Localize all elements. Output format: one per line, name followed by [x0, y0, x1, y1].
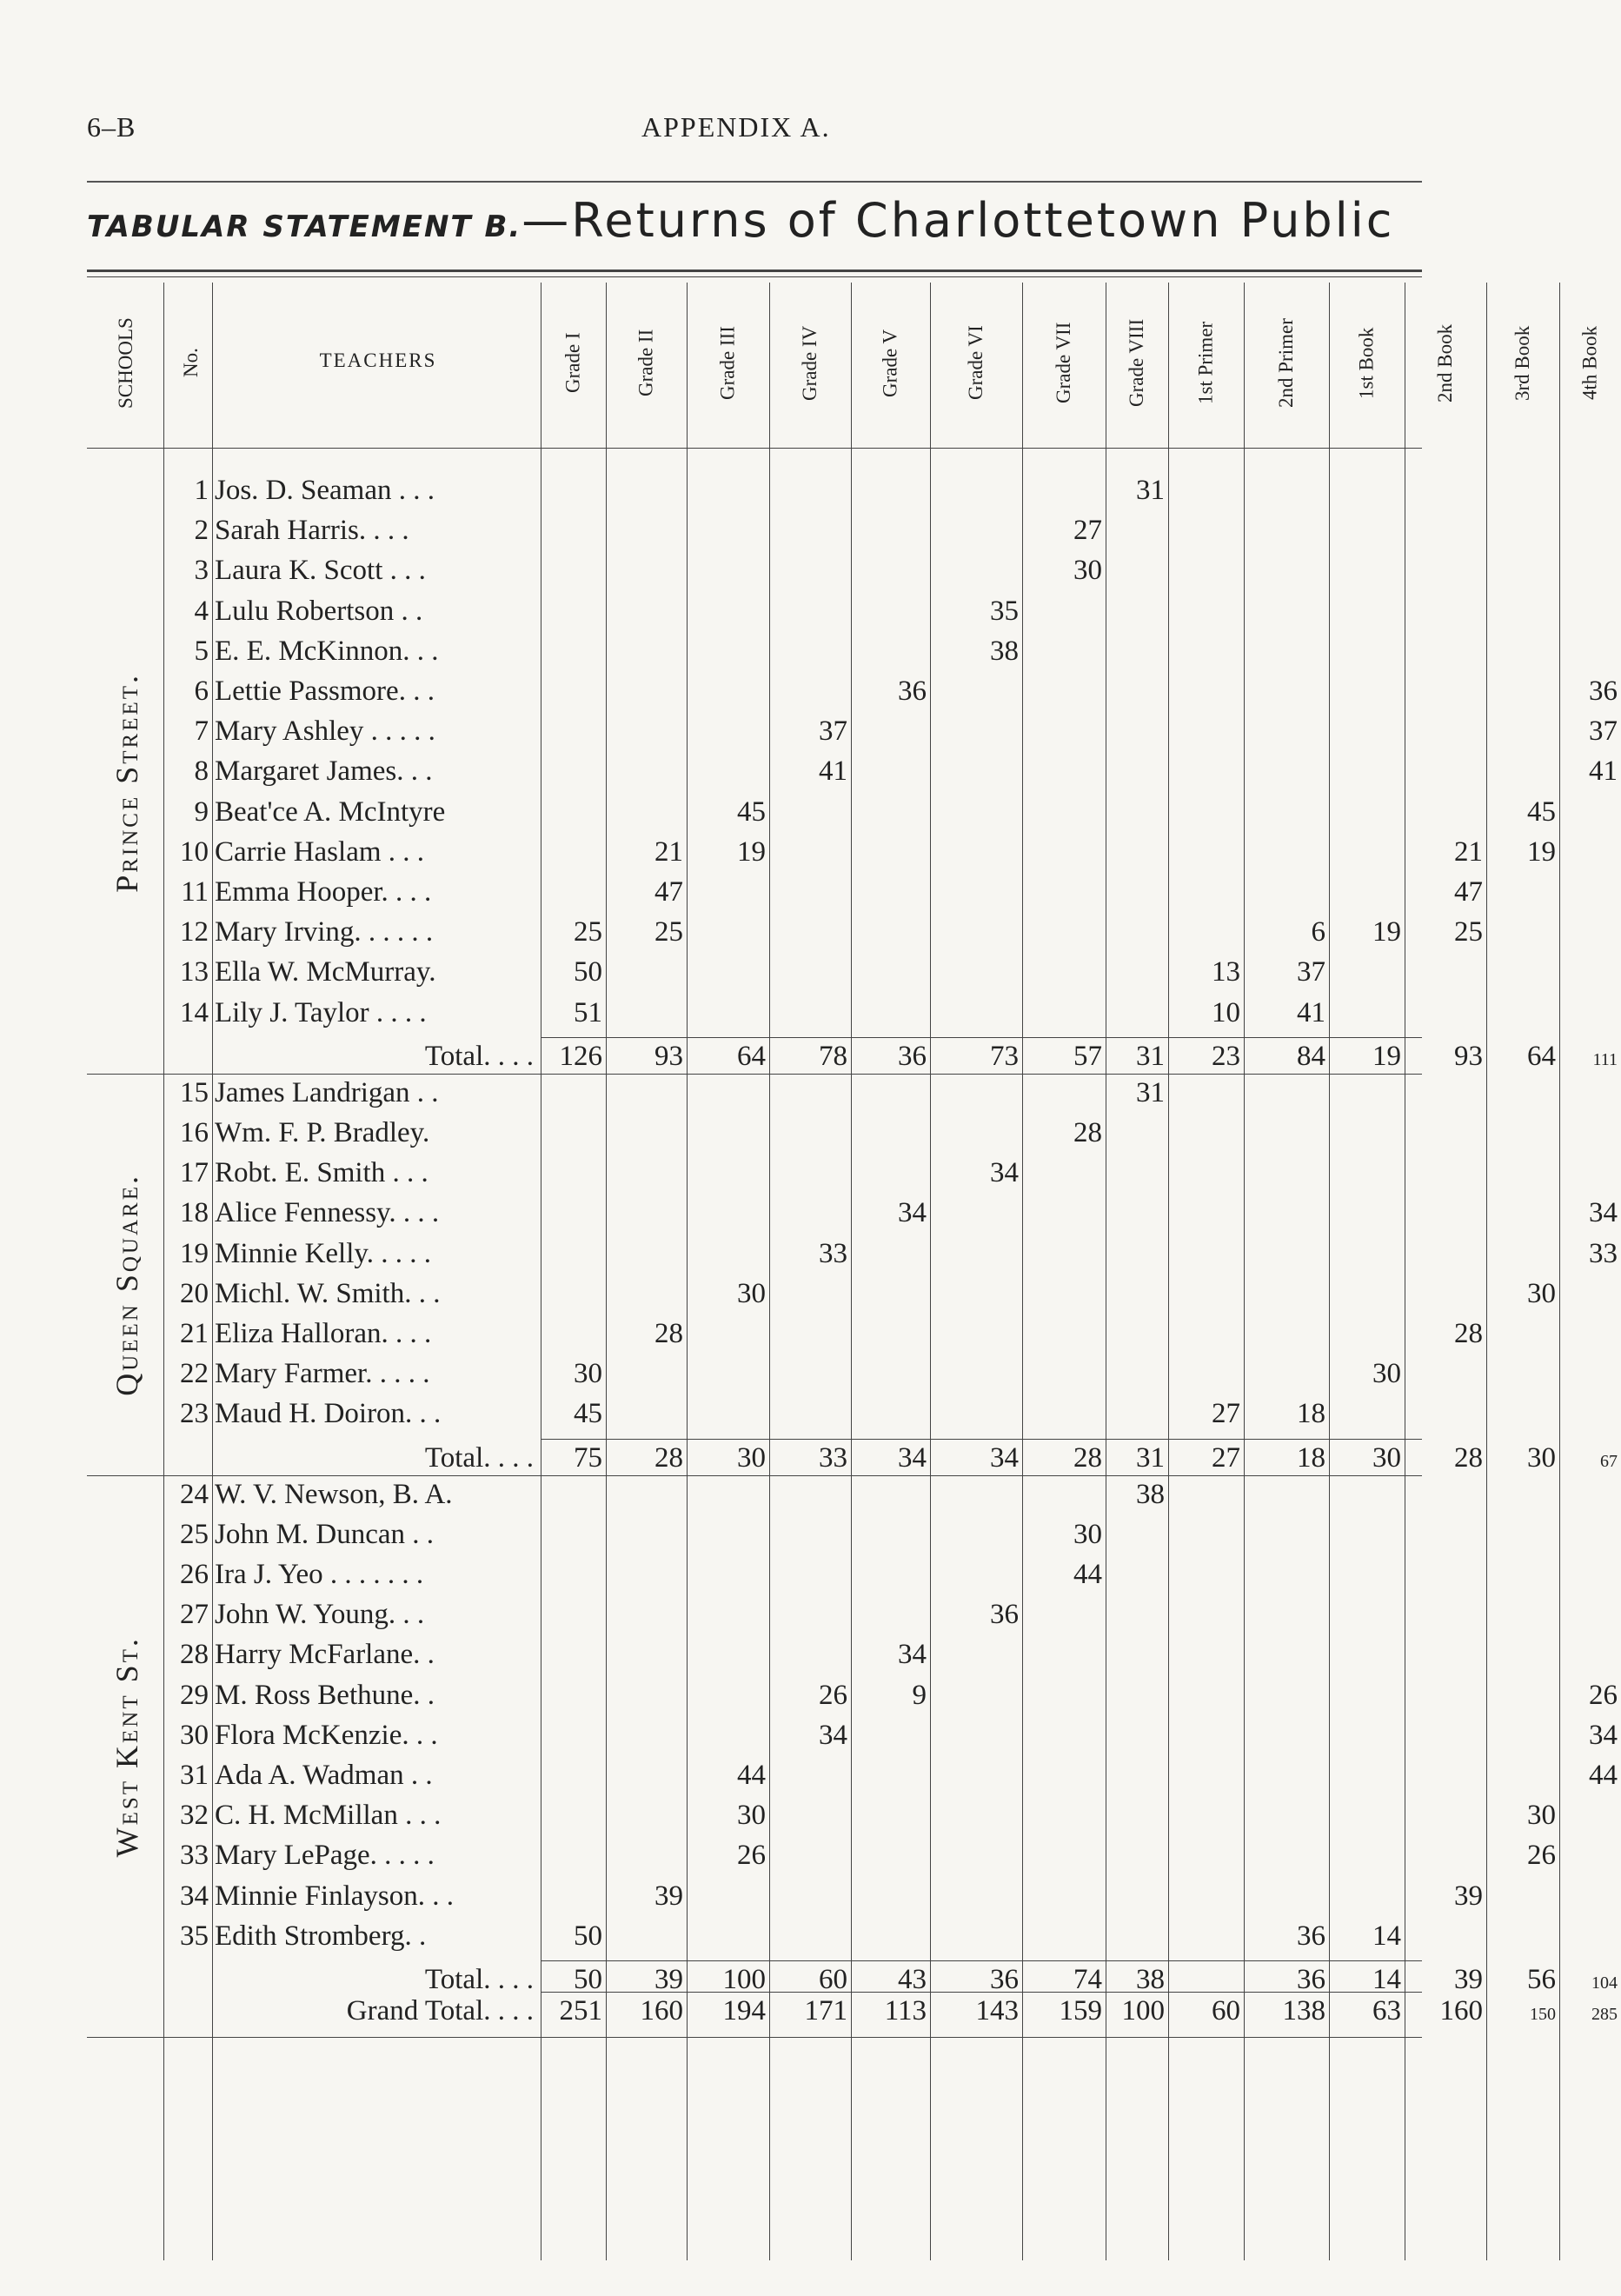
cell-value: 34 — [1589, 1197, 1618, 1229]
cell-value: 34 — [898, 1197, 927, 1229]
row-number: 16 — [180, 1117, 209, 1148]
column-rule — [1329, 283, 1330, 2260]
total-value: 36 — [1297, 1964, 1325, 1995]
grand-total-value: 160 — [640, 1995, 683, 2026]
grand-total-value: 171 — [804, 1995, 847, 2026]
appendix-heading: APPENDIX A. — [641, 111, 831, 143]
grand-total-value: 251 — [559, 1995, 602, 2026]
total-value: 43 — [898, 1964, 927, 1995]
section-rule — [87, 1074, 1422, 1075]
column-header-8: Grade VIII — [1126, 318, 1147, 408]
cell-value: 6 — [1311, 916, 1325, 948]
cell-value: 47 — [654, 876, 683, 908]
grand-total-rule — [541, 1992, 1422, 1993]
total-rule — [541, 1960, 1422, 1961]
row-number: 19 — [180, 1237, 209, 1269]
title-italic: TABULAR STATEMENT B. — [87, 210, 522, 244]
column-header-5: Grade V — [879, 329, 901, 397]
teacher-name: Margaret James. . . — [215, 755, 433, 788]
header-top-rule — [87, 270, 1422, 272]
teacher-name: Harry McFarlane. . — [215, 1639, 435, 1671]
grand-total-value: 159 — [1059, 1995, 1102, 2026]
cell-value: 50 — [574, 1920, 602, 1952]
title-dash: — — [522, 193, 572, 248]
total-value: 73 — [990, 1040, 1019, 1072]
total-value: 64 — [737, 1040, 766, 1072]
cell-value: 34 — [819, 1719, 847, 1751]
row-number: 15 — [180, 1076, 209, 1108]
cell-value: 26 — [1527, 1840, 1556, 1872]
column-header-teachers: TEACHERS — [319, 349, 437, 371]
total-value: 100 — [722, 1964, 766, 1995]
teacher-name: Jos. D. Seaman . . . — [215, 475, 435, 506]
header-top-rule-2 — [87, 276, 1422, 277]
section-rule — [87, 1475, 1422, 1476]
teacher-name: Mary LePage. . . . . — [215, 1840, 435, 1872]
teacher-name: C. H. McMillan . . . — [215, 1800, 442, 1832]
cell-value: 34 — [898, 1639, 927, 1671]
column-rule — [1022, 283, 1023, 2260]
cell-value: 51 — [574, 996, 602, 1028]
cell-value: 31 — [1136, 475, 1165, 506]
cell-value: 30 — [1073, 555, 1102, 587]
cell-value: 26 — [737, 1840, 766, 1872]
total-value: 39 — [1454, 1964, 1483, 1995]
cell-value: 39 — [654, 1880, 683, 1912]
cell-value: 47 — [1454, 876, 1483, 908]
row-number: 21 — [180, 1318, 209, 1349]
column-header-13: 3rd Book — [1511, 325, 1533, 401]
row-number: 22 — [180, 1358, 209, 1390]
cell-value: 13 — [1212, 956, 1240, 988]
total-value: 56 — [1527, 1964, 1556, 1995]
total-value: 104 — [1591, 1973, 1618, 1993]
total-label: Total. . . . — [424, 1964, 534, 1995]
teacher-name: Eliza Halloran. . . . — [215, 1318, 432, 1349]
cell-value: 34 — [990, 1157, 1019, 1189]
total-value: 57 — [1073, 1040, 1102, 1072]
column-header-1: Grade I — [561, 332, 584, 394]
cell-value: 36 — [990, 1599, 1019, 1631]
row-number: 18 — [180, 1197, 209, 1229]
cell-value: 44 — [737, 1760, 766, 1791]
teacher-name: E. E. McKinnon. . . — [215, 635, 439, 667]
header-bottom-rule — [87, 448, 1422, 449]
total-value: 33 — [819, 1441, 847, 1474]
cell-value: 25 — [574, 916, 602, 948]
teacher-name: Lulu Robertson . . — [215, 595, 423, 627]
cell-value: 44 — [1073, 1559, 1102, 1590]
teacher-name: Alice Fennessy. . . . — [215, 1197, 440, 1229]
column-rule — [163, 283, 164, 2260]
row-number: 3 — [194, 555, 209, 587]
cell-value: 50 — [574, 956, 602, 988]
teacher-name: Mary Irving. . . . . . — [215, 916, 434, 948]
teacher-name: Wm. F. P. Bradley. — [215, 1117, 430, 1148]
total-rule — [541, 1037, 1422, 1038]
cell-value: 37 — [819, 715, 847, 748]
total-value: 36 — [898, 1040, 927, 1072]
cell-value: 36 — [1297, 1920, 1325, 1952]
grand-total-value: 285 — [1591, 2005, 1618, 2024]
title-main: Returns of Charlottetown Public — [571, 193, 1395, 248]
grand-total-value: 143 — [975, 1995, 1019, 2026]
cell-value: 37 — [1297, 956, 1325, 988]
cell-value: 30 — [1527, 1277, 1556, 1309]
cell-value: 27 — [1073, 515, 1102, 547]
row-number: 26 — [180, 1559, 209, 1590]
grand-total-label: Grand Total. . . . — [346, 1995, 534, 2026]
total-value: 28 — [654, 1441, 683, 1474]
row-number: 10 — [180, 835, 209, 868]
cell-value: 19 — [737, 835, 766, 868]
row-number: 5 — [194, 635, 209, 667]
cell-value: 45 — [1527, 795, 1556, 828]
grand-total-value: 194 — [722, 1995, 766, 2026]
cell-value: 36 — [898, 675, 927, 707]
teacher-name: Lily J. Taylor . . . . — [215, 996, 427, 1028]
column-header-3: Grade III — [716, 326, 739, 400]
total-label: Total. . . . — [424, 1040, 534, 1072]
row-number: 34 — [180, 1880, 209, 1912]
total-value: 31 — [1136, 1441, 1165, 1474]
column-header-6: Grade VI — [965, 325, 987, 401]
cell-value: 45 — [574, 1398, 602, 1430]
row-number: 23 — [180, 1398, 209, 1430]
cell-value: 45 — [737, 795, 766, 828]
cell-value: 38 — [990, 635, 1019, 667]
row-number: 2 — [194, 515, 209, 547]
cell-value: 28 — [1454, 1318, 1483, 1349]
cell-value: 41 — [819, 755, 847, 788]
total-value: 31 — [1136, 1040, 1165, 1072]
column-header-11: 1st Book — [1355, 327, 1378, 399]
total-value: 78 — [819, 1040, 847, 1072]
total-label: Total. . . . — [424, 1441, 534, 1474]
cell-value: 25 — [1454, 916, 1483, 948]
page-number: 6–B — [87, 111, 136, 143]
cell-value: 41 — [1589, 755, 1618, 788]
teacher-name: Robt. E. Smith . . . — [215, 1157, 429, 1189]
cell-value: 34 — [1589, 1719, 1618, 1751]
total-value: 34 — [990, 1441, 1019, 1474]
total-value: 93 — [654, 1040, 683, 1072]
grand-total-value: 113 — [884, 1995, 927, 2026]
total-value: 39 — [654, 1964, 683, 1995]
row-number: 13 — [180, 956, 209, 988]
row-number: 4 — [194, 595, 209, 627]
grand-total-value: 138 — [1282, 1995, 1325, 2026]
row-number: 30 — [180, 1719, 209, 1751]
teacher-name: Mary Ashley . . . . . — [215, 715, 435, 748]
row-number: 35 — [180, 1920, 209, 1952]
total-value: 74 — [1073, 1964, 1102, 1995]
row-number: 11 — [181, 876, 209, 908]
total-value: 38 — [1136, 1964, 1165, 1995]
teacher-name: Ella W. McMurray. — [215, 956, 436, 988]
cell-value: 44 — [1589, 1760, 1618, 1791]
cell-value: 30 — [1372, 1358, 1401, 1390]
total-rule — [541, 1439, 1422, 1440]
grand-total-value: 160 — [1439, 1995, 1483, 2026]
cell-value: 33 — [1589, 1237, 1618, 1269]
grand-total-value: 150 — [1530, 2005, 1556, 2024]
cell-value: 33 — [819, 1237, 847, 1269]
column-rule — [1168, 283, 1169, 2260]
cell-value: 25 — [654, 916, 683, 948]
row-number: 24 — [180, 1478, 209, 1510]
row-number: 32 — [180, 1800, 209, 1832]
teacher-name: Laura K. Scott . . . — [215, 555, 426, 587]
teacher-name: Ada A. Wadman . . — [215, 1760, 433, 1791]
total-value: 50 — [574, 1964, 602, 1995]
grand-total-value: 100 — [1121, 1995, 1165, 2026]
school-name: Queen Square. — [110, 1173, 144, 1396]
cell-value: 19 — [1372, 916, 1401, 948]
total-value: 28 — [1454, 1441, 1483, 1474]
column-rule — [851, 283, 852, 2260]
cell-value: 30 — [737, 1277, 766, 1309]
teacher-name: Carrie Haslam . . . — [215, 835, 425, 868]
column-header-10: 2nd Primer — [1275, 318, 1297, 408]
cell-value: 21 — [1454, 835, 1483, 868]
cell-value: 26 — [819, 1679, 847, 1711]
row-number: 14 — [180, 996, 209, 1028]
cell-value: 30 — [574, 1358, 602, 1390]
row-number: 6 — [194, 675, 209, 707]
total-value: 64 — [1527, 1040, 1556, 1072]
cell-value: 18 — [1297, 1398, 1325, 1430]
row-number: 31 — [180, 1760, 209, 1791]
column-header-no: No. — [180, 348, 202, 378]
row-number: 7 — [194, 715, 209, 748]
teacher-name: Lettie Passmore. . . — [215, 675, 435, 707]
cell-value: 30 — [737, 1800, 766, 1832]
total-value: 18 — [1297, 1441, 1325, 1474]
row-number: 27 — [180, 1599, 209, 1631]
total-value: 84 — [1297, 1040, 1325, 1072]
cell-value: 41 — [1297, 996, 1325, 1028]
cell-value: 9 — [912, 1679, 927, 1711]
teacher-name: M. Ross Bethune. . — [215, 1679, 435, 1711]
total-value: 34 — [898, 1441, 927, 1474]
total-value: 28 — [1073, 1441, 1102, 1474]
teacher-name: Mary Farmer. . . . . — [215, 1358, 430, 1390]
column-rule — [1244, 283, 1245, 2260]
total-value: 75 — [574, 1441, 602, 1474]
cell-value: 14 — [1372, 1920, 1401, 1952]
cell-value: 37 — [1589, 715, 1618, 748]
teacher-name: Emma Hooper. . . . — [215, 876, 432, 908]
total-value: 19 — [1372, 1040, 1401, 1072]
school-name: Prince Street. — [110, 673, 144, 893]
teacher-name: W. V. Newson, B. A. — [215, 1478, 453, 1510]
row-number: 20 — [180, 1277, 209, 1309]
cell-value: 10 — [1212, 996, 1240, 1028]
teacher-name: Sarah Harris. . . . — [215, 515, 409, 547]
top-rule — [87, 181, 1422, 183]
total-value: 93 — [1454, 1040, 1483, 1072]
teacher-name: Minnie Finlayson. . . — [215, 1880, 455, 1912]
teacher-name: Beat'ce A. McIntyre — [215, 795, 446, 828]
row-number: 28 — [180, 1639, 209, 1671]
column-header-9: 1st Primer — [1194, 321, 1217, 405]
cell-value: 38 — [1136, 1478, 1165, 1510]
total-value: 67 — [1600, 1451, 1618, 1471]
table-bottom-rule — [87, 2037, 1422, 2038]
row-number: 8 — [194, 755, 209, 788]
column-rule — [769, 283, 770, 2260]
teacher-name: James Landrigan . . — [215, 1076, 439, 1108]
column-rule — [212, 283, 213, 2260]
row-number: 9 — [194, 795, 209, 828]
teacher-name: Minnie Kelly. . . . . — [215, 1237, 431, 1269]
cell-value: 28 — [654, 1318, 683, 1349]
cell-value: 26 — [1589, 1679, 1618, 1711]
cell-value: 35 — [990, 595, 1019, 627]
cell-value: 39 — [1454, 1880, 1483, 1912]
row-number: 12 — [180, 916, 209, 948]
total-value: 36 — [990, 1964, 1019, 1995]
cell-value: 19 — [1527, 835, 1556, 868]
column-header-14: 4th Book — [1578, 326, 1601, 400]
total-value: 23 — [1212, 1040, 1240, 1072]
column-rule — [1559, 283, 1560, 2260]
school-name: West Kent St. — [110, 1635, 144, 1857]
row-number: 17 — [180, 1157, 209, 1189]
total-value: 27 — [1212, 1441, 1240, 1474]
column-header-12: 2nd Book — [1434, 323, 1456, 403]
cell-value: 36 — [1589, 675, 1618, 707]
teacher-name: Edith Stromberg. . — [215, 1920, 427, 1952]
cell-value: 21 — [654, 835, 683, 868]
column-header-4: Grade IV — [799, 325, 820, 401]
total-value: 60 — [819, 1964, 847, 1995]
cell-value: 30 — [1527, 1800, 1556, 1832]
column-header-schools: SCHOOLS — [115, 317, 136, 409]
column-rule — [687, 283, 688, 2260]
total-value: 126 — [559, 1040, 602, 1072]
total-value: 14 — [1372, 1964, 1401, 1995]
column-header-2: Grade II — [634, 329, 657, 397]
row-number: 29 — [180, 1679, 209, 1711]
row-number: 33 — [180, 1840, 209, 1872]
total-value: 30 — [1372, 1441, 1401, 1474]
teacher-name: Flora McKenzie. . . — [215, 1719, 438, 1751]
teacher-name: Maud H. Doiron. . . — [215, 1398, 442, 1430]
cell-value: 28 — [1073, 1117, 1102, 1148]
teacher-name: John M. Duncan . . — [215, 1518, 435, 1550]
page-title — [87, 193, 1394, 248]
total-value: 111 — [1592, 1049, 1618, 1069]
grand-total-value: 60 — [1212, 1995, 1240, 2026]
row-number: 25 — [180, 1518, 209, 1550]
cell-value: 30 — [1073, 1518, 1102, 1550]
column-header-7: Grade VII — [1053, 322, 1074, 404]
teacher-name: John W. Young. . . — [215, 1599, 425, 1631]
teacher-name: Ira J. Yeo . . . . . . . — [215, 1559, 424, 1590]
column-rule — [1486, 283, 1487, 2260]
column-rule — [606, 283, 607, 2260]
total-value: 30 — [737, 1441, 766, 1474]
row-number: 1 — [194, 475, 209, 506]
column-rule — [930, 283, 931, 2260]
cell-value: 27 — [1212, 1398, 1240, 1430]
teacher-name: Michl. W. Smith. . . — [215, 1277, 441, 1309]
total-value: 30 — [1527, 1441, 1556, 1474]
grand-total-value: 63 — [1372, 1995, 1401, 2026]
cell-value: 31 — [1136, 1076, 1165, 1108]
